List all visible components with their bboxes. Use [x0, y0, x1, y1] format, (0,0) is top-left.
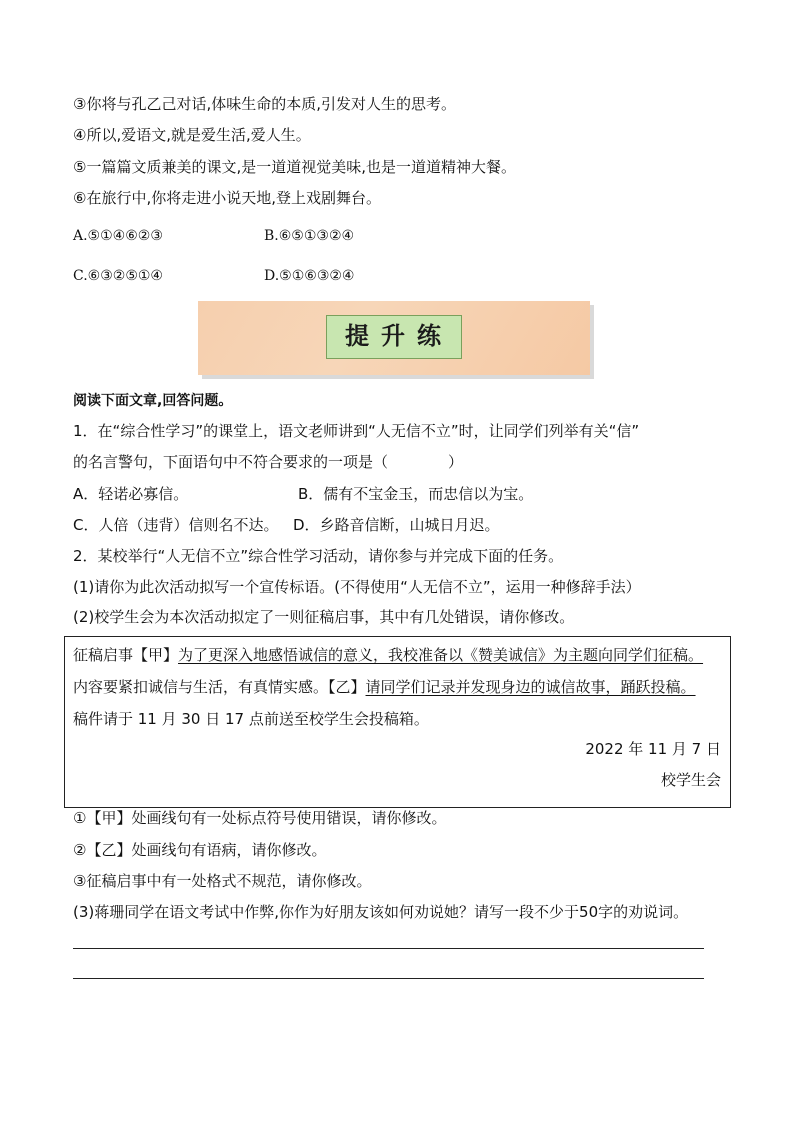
notice-heading: 征稿启事 [73, 646, 134, 664]
notice-line2 [73, 677, 696, 697]
sub-task-2: ②【乙】处画线句有语病，请你修改。 [73, 841, 327, 859]
notice-box [64, 636, 731, 808]
order-option-a: A.⑤①④⑥②③ [73, 228, 163, 244]
order-item-5: ⑤一篇篇文质兼美的课文,是一道道视觉美味,也是一道道精神大餐。 [73, 158, 516, 176]
order-option-d: D.⑤①⑥③②④ [264, 268, 355, 284]
section-banner [198, 301, 594, 379]
notice-signature: 校学生会 [660, 771, 721, 789]
order-item-4: ④所以,爱语文,就是爱生活,爱人生。 [73, 126, 311, 144]
notice-date: 2022 年 11 月 7 日 [585, 740, 721, 758]
order-item-3: ③你将与孔乙己对话,体味生命的本质,引发对人生的思考。 [73, 95, 456, 113]
q1-option-a: A．轻诺必寡信。 [73, 485, 189, 503]
notice-mark-yi: 【乙】 [328, 678, 366, 696]
sub-task-3: ③征稿启事中有一处格式不规范，请你修改。 [73, 872, 372, 890]
notice-jia-sentence: 为了更深入地感悟诚信的意义，我校准备以《赞美诚信》为主题向同学们征稿。 [178, 646, 704, 664]
q2-stem: 2．某校举行“人无信不立”综合性学习活动，请你参与并完成下面的任务。 [73, 547, 564, 565]
sub-task-1: ①【甲】处画线句有一处标点符号使用错误，请你修改。 [73, 809, 447, 827]
q1-stem-line1: 1．在“综合性学习”的课堂上，语文老师讲到“人无信不立”时，让同学们列举有关“信” [73, 422, 640, 440]
q2-sub1: (1)请你为此次活动拟写一个宣传标语。(不得使用“人无信不立”，运用一种修辞手法） [73, 578, 641, 596]
q3-stem: (3)蒋珊同学在语文考试中作弊,你作为好朋友该如何劝说她？请写一段不少于50字的劝说词。 [73, 903, 689, 921]
notice-yi-sentence: 请同学们记录并发现身边的诚信故事，踊跃投稿。 [365, 678, 696, 696]
order-item-6: ⑥在旅行中,你将走进小说天地,登上戏剧舞台。 [73, 189, 381, 207]
banner-title: 提升练 [345, 322, 453, 350]
q1-option-c: C．人倍（违背）信则名不达。 [73, 516, 279, 534]
q1-stem-line2: 的名言警句，下面语句中不符合要求的一项是（ ） [73, 453, 464, 471]
order-option-b: B.⑥⑤①③②④ [264, 228, 355, 244]
reading-instruction: 阅读下面文章,回答问题。 [73, 393, 233, 409]
notice-line2-text: 内容要紧扣诚信与生活，有真情实感。 [73, 678, 329, 696]
q1-option-b: B．儒有不宝金玉，而忠信以为宝。 [298, 485, 534, 503]
notice-line1 [73, 645, 703, 665]
order-option-c: C.⑥③②⑤①④ [73, 268, 163, 284]
notice-mark-jia: 【甲】 [133, 646, 179, 664]
answer-line-2[interactable] [73, 978, 704, 979]
notice-line3: 稿件请于 11 月 30 日 17 点前送至校学生会投稿箱。 [73, 710, 429, 728]
q2-sub2: (2)校学生会为本次活动拟定了一则征稿启事，其中有几处错误，请你修改。 [73, 608, 575, 626]
q1-option-d: D．乡路音信断，山城日月迟。 [293, 516, 500, 534]
answer-line-1[interactable] [73, 948, 704, 949]
